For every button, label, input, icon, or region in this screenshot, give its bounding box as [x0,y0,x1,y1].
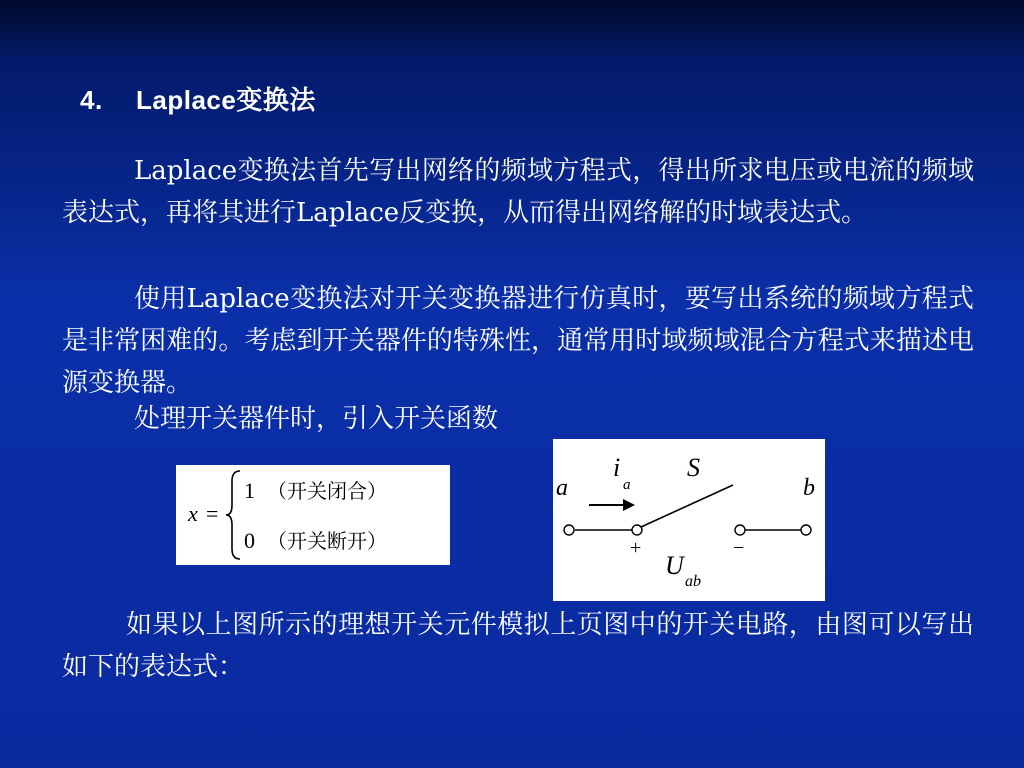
current-subscript: a [623,477,631,493]
paragraph-switch-function: 处理开关器件时，引入开关函数 [134,404,499,434]
switch-contact-left [632,525,642,535]
equation-case-open [244,525,387,554]
switch-blade [641,485,733,527]
case-closed-value: 1 [244,478,255,503]
equation-case-closed [244,475,387,504]
paragraph-expression-intro: 如果以上图所示的理想开关元件模拟上页图中的开关电路，由图可以写出如下的表达式： [62,610,974,682]
case-closed-text: （开关闭合） [267,479,387,503]
minus-sign: − [733,537,745,559]
paragraph-laplace-intro: Laplace变换法首先写出网络的频域方程式，得出所求电压或电流的频域表达式，再将其进行Laplace反变换，从而得出网络解的时域表达式。 [62,156,974,228]
section-number: 4. [80,85,103,115]
current-label: i [613,453,621,482]
equation-equals: = [206,501,219,526]
current-arrow-head [623,499,635,511]
switch-label: S [687,453,700,482]
paragraph-laplace-difficulty: 使用Laplace变换法对开关变换器进行仿真时，要写出系统的频域方程式是非常困难的。考虑到开关器件的特殊性，通常用时域频域混合方程式来描述电源变换器。 [62,284,974,398]
voltage-label: U [665,551,684,580]
node-b-label: b [803,475,815,501]
node-a-label: a [556,475,568,501]
case-open-value: 0 [244,528,255,553]
terminal-b [801,525,811,535]
equation-lhs: x [188,501,198,526]
plus-sign: + [630,537,642,559]
curly-brace-icon [224,467,244,563]
switch-function-equation [176,465,450,565]
ideal-switch-diagram [553,439,825,601]
section-heading [80,80,316,117]
section-title: Laplace变换法 [136,85,316,115]
terminal-a [564,525,574,535]
switch-contact-right [735,525,745,535]
voltage-subscript: ab [685,573,701,590]
case-open-text: （开关断开） [267,529,387,553]
